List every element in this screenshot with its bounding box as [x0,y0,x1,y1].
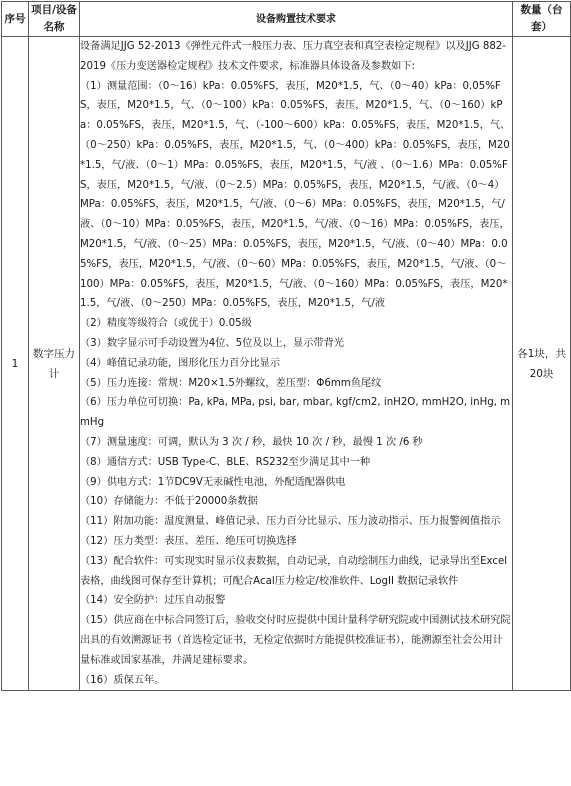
header-row [2,2,571,37]
spec-item-7: （7）测量速度：可调，默认为 3 次 / 秒，最快 10 次 / 秒，最慢 1 次 /6 秒 [80,436,423,448]
spec-item-1: （1）测量范围：（0～16）kPa：0.05%FS，表压，M20*1.5，气、（0～40）kPa：0.05%FS，表压，M20*1.5，气、（0～100）kPa：0.05%FS，表压，M20*1.5，气、（0～160）kPa：0.05%FS，表压，M20*1.5，气、（-100～600）kPa：0.05%FS，表压，M20*1.5，气、（0～250）kPa：0.05%FS，表压，M20*1.5，气、（0～400）kPa：0.05%FS，表压，M20*1.5，气/液、（0～1）MPa：0.05%FS，表压，M20*1.5，气/液 、（0～1.6）MPa：0.05%FS，表压，M20*1.5，气/液、（0～2.5）MPa：0.05%FS，表压，M20*1.5，气/液、（0～4）MPa：0.05%FS，表压，M20*1.5，气/液、（0～6）MPa：0.05%FS，表压，M20*1.5，气/液、（0～10）MPa：0.05%FS，表压，M20*1.5，气/液、（0～16）MPa：0.05%FS，表压，M20*1.5，气/液、（0～25）MPa：0.05%FS，表压，M20*1.5，气/液、（0～40）MPa：0.05%FS，表压，M20*1.5，气/液、（0～60）MPa：0.05%FS，表压，M20*1.5，气/液、（0～100）MPa：0.05%FS，表压，M20*1.5，气/液、（0～160）MPa：0.05%FS，表压，M20*1.5，气/液、（0～250）MPa：0.05%FS，表压，M20*1.5，气/液 [80,80,511,310]
spec-item-9: （9）供电方式：1节DC9V无汞碱性电池，外配适配器供电 [80,476,346,488]
table-row [2,37,571,691]
spec-item-14: （14）安全防护：过压自动报警 [80,595,226,607]
spec-item-16: （16）质保五年。 [80,674,165,686]
row-index: 1 [2,37,29,691]
spec-item-6: （6）压力单位可切换：Pa, kPa, MPa, psi, bar, mbar, kgf/cm2, inH2O, mmH2O, inHg, mmHg [80,397,511,429]
header-item: 项目/设备名称 [29,2,80,37]
spec-item-15: （15）供应商在中标合同签订后，验收交付时应提供中国计量科学研究院或中国测试技术研究院出具的有效溯源证书（首选检定证书，无检定依据时方能提供校准证书），能溯源至社会公用计量标准或国家基准，并满足建标要求。 [80,615,511,666]
header-quantity: 数量（台套） [513,2,571,37]
spec-item-8: （8）通信方式：USB Type-C、BLE、RS232至少满足其中一种 [80,456,371,468]
row-requirements [80,37,513,691]
spec-item-13: （13）配合软件：可实现实时显示仪表数据，自动记录，自动绘制压力曲线，记录导出至Excel表格，曲线图可保存至计算机；可配合Acal压力检定/校准软件、LogII 数据记录软件 [80,555,508,587]
spec-item-2: （2）精度等级符合（或优于）0.05级 [80,318,252,330]
header-requirements: 设备购置技术要求 [80,2,513,37]
row-quantity: 各1块，共20块 [513,37,571,691]
spec-item-5: （5）压力连接：常规：M20×1.5外螺纹，差压型：Φ6mm鱼尾纹 [80,377,382,389]
requirements-intro: 设备满足JJG 52-2013《弹性元件式一般压力表、压力真空表和真空表检定规程》以及JJG 882-2019《压力变送器检定规程》技术文件要求，标准器具体设备及参数如下: [80,41,506,72]
spec-item-11: （11）附加功能：温度测量、峰值记录、压力百分比显示、压力波动指示、压力报警阀值指示 [80,516,501,528]
header-index: 序号 [2,2,29,37]
spec-item-10: （10）存储能力：不低于20000条数据 [80,496,258,508]
spec-item-12: （12）压力类型：表压、差压、绝压可切换选择 [80,535,297,547]
spec-table [1,1,571,691]
row-item-name: 数字压力计 [29,37,80,691]
spec-item-4: （4）峰值记录功能，图形化压力百分比显示 [80,357,281,369]
spec-item-3: （3）数字显示可手动设置为4位、5位及以上，显示带背光 [80,337,344,349]
